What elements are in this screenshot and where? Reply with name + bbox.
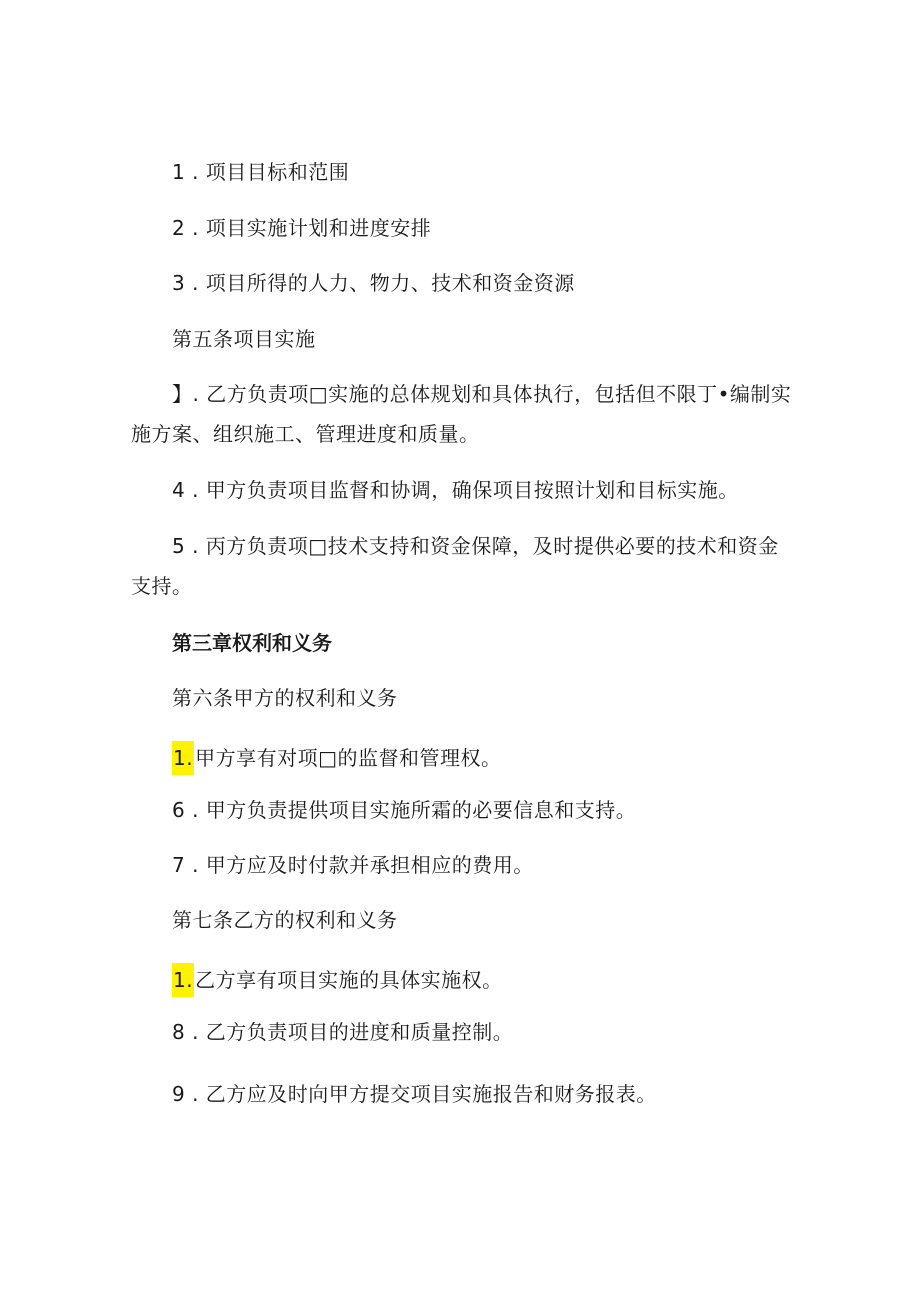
item-text: 甲方享有对项□的监督和管理权。 <box>195 746 502 770</box>
highlighted-number: 1. <box>172 741 194 775</box>
item-text: . 项目目标和范围 <box>185 160 350 184</box>
item-text: . 项目所得的人力、物力、技术和资金资源 <box>185 271 575 295</box>
item-number: 1 <box>172 160 186 184</box>
article-title-text: 第六条甲方的权利和义务 <box>172 686 398 710</box>
list-item-7 <box>172 852 534 878</box>
item-number: 4 <box>172 478 186 502</box>
item-number: 7 <box>172 853 186 877</box>
item-number: 9 <box>172 1082 186 1106</box>
paragraph-line-continued <box>131 573 193 599</box>
list-item-4 <box>172 477 739 503</box>
highlighted-number: 1. <box>172 963 194 997</box>
list-item-1 <box>172 159 349 185</box>
paragraph-line <box>172 381 791 407</box>
item-text: . 甲方应及时付款并承担相应的费用。 <box>185 853 534 877</box>
item-number: 2 <box>172 216 186 240</box>
item-number: 3 <box>172 271 186 295</box>
item-number: 6 <box>172 798 186 822</box>
list-item-6 <box>172 797 636 823</box>
paragraph-text: 】. 乙方负责项□实施的总体规划和具体执行，包括但不限丁•编制实 <box>172 382 792 406</box>
item-text: 乙方享有项目实施的具体实施权。 <box>195 968 503 992</box>
list-item-9 <box>172 1081 657 1107</box>
item-text: . 乙方负责项目的进度和质量控制。 <box>185 1020 514 1044</box>
item-number: 5 <box>172 534 186 558</box>
paragraph-line-continued <box>131 421 480 447</box>
list-item-highlighted <box>172 741 502 775</box>
paragraph-text: 支持。 <box>131 574 193 598</box>
article-title-text: 第五条项目实施 <box>172 327 316 351</box>
list-item-highlighted <box>172 963 503 997</box>
item-text: . 甲方负责提供项目实施所霜的必要信息和支持。 <box>185 798 637 822</box>
article-6-title <box>172 685 398 711</box>
item-text: . 甲方负责项目监督和协调，确保项目按照计划和目标实施。 <box>185 478 739 502</box>
list-item-2 <box>172 215 431 241</box>
item-text: . 丙方负责项□技术支持和资金保障，及时提供必要的技术和资金 <box>185 534 779 558</box>
list-item-8 <box>172 1019 513 1045</box>
article-7-title <box>172 907 398 933</box>
list-item-5 <box>172 533 779 559</box>
article-5-title <box>172 326 316 352</box>
chapter-title-text: 第三章权利和义务 <box>172 631 332 655</box>
item-text: . 乙方应及时向甲方提交项目实施报告和财务报表。 <box>185 1082 657 1106</box>
article-title-text: 第七条乙方的权利和义务 <box>172 908 398 932</box>
item-text: . 项目实施计划和进度安排 <box>185 216 432 240</box>
chapter-3-heading <box>172 630 332 656</box>
paragraph-text: 施方案、组织施工、管理进度和质量。 <box>131 422 480 446</box>
list-item-3 <box>172 270 575 296</box>
item-number: 8 <box>172 1020 186 1044</box>
